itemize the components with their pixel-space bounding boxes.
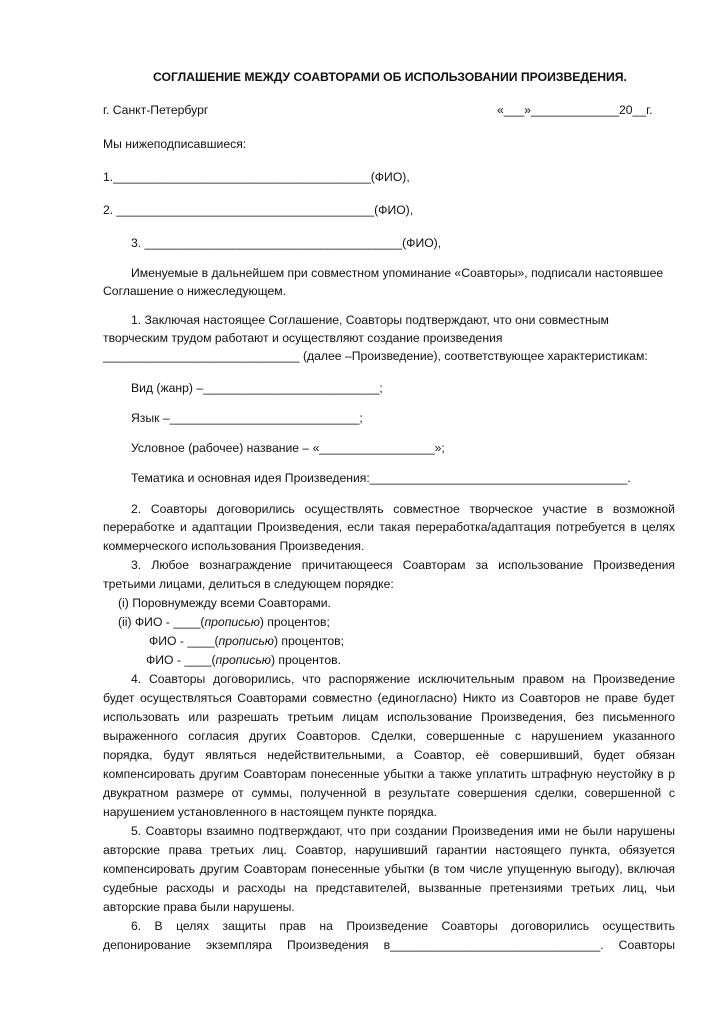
clause-1-line-2: творческим трудом работают и осуществляют создание произведения bbox=[103, 331, 503, 345]
clause-5-line-2: авторские права третьих лиц. Соавтор, нарушивший гарантии настоящего пункта, обязуется bbox=[103, 843, 675, 857]
clause-4-line-3: использовать или разрешать третьим лицам использование Произведения, без письменного bbox=[103, 710, 675, 724]
share-option-4: ФИО - ____(прописью) процентов. bbox=[146, 653, 341, 667]
clause-4-line-1: 4. Соавторы договорились, что распоряжение исключительным правом на Произведение bbox=[131, 672, 675, 686]
clause-5-line-4: судебные расходы и расходы на представителей, вызванные претензиями третьих лиц, чьи bbox=[103, 881, 675, 895]
clause-1-line-1: 1. Заключая настоящее Соглашение, Соавторы подтверждают, что они совместным bbox=[131, 313, 609, 327]
genre-line: Вид (жанр) –__________________________; bbox=[131, 381, 383, 395]
date-line: «___»_____________20__г. bbox=[497, 103, 653, 117]
clause-4-line-5: порядка, будут являться недействительными, а Соавтор, её совершивший, будет обязан bbox=[103, 748, 675, 762]
clause-4-line-8: нарушением установленного в настоящем пункте порядка. bbox=[103, 805, 438, 819]
theme-line: Тематика и основная идея Произведения:______________________________________. bbox=[131, 471, 631, 485]
intro-text: Мы нижеподписавшиеся: bbox=[103, 137, 247, 151]
signer-3: 3. ______________________________________(ФИО), bbox=[131, 236, 442, 250]
clause-4-line-4: выраженного согласия других Соавторов. Сделки, совершенные с нарушением указанного bbox=[103, 729, 675, 743]
clause-1-line-3: _____________________________ (далее –Произведение), соответствующее характеристикам: bbox=[103, 349, 648, 363]
language-line: Язык –____________________________; bbox=[131, 411, 363, 425]
clause-5-line-5: авторские права были нарушены. bbox=[103, 900, 295, 914]
signer-1: 1.______________________________________(ФИО), bbox=[103, 170, 410, 184]
clause-5-line-1: 5. Соавторы взаимно подтверждают, что при создании Произведения ими не были нарушены bbox=[131, 824, 675, 838]
working-title-line: Условное (рабочее) название – «_________________»; bbox=[131, 441, 445, 455]
preamble-line-1: Именуемые в дальнейшем при совместном упоминание «Соавторы», подписали настоявшее bbox=[131, 266, 664, 280]
clause-3-line-1: 3. Любое вознаграждение причитающееся Соавторам за использование Произведения bbox=[131, 558, 675, 572]
clause-4-line-2: будет осуществляться Соавторами совместно (единогласно) Никто из Соавторов не праве будет bbox=[103, 691, 675, 705]
share-option-2: (ii) ФИО - ____(прописью) процентов; bbox=[118, 615, 330, 629]
clause-5-line-3: компенсировать другим Соавторам понесенные убытки (в том числе упущенную выгоду), включая bbox=[103, 862, 675, 876]
preamble-line-2: Соглашение о нижеследующем. bbox=[103, 284, 287, 298]
clause-2-line-3: коммерческого использования Произведения. bbox=[103, 539, 365, 553]
clause-2-line-1: 2. Соавторы договорились осуществлять совместное творческое участие в возможной bbox=[131, 502, 675, 516]
share-option-1: (i) Поровнумежду всеми Соавторами. bbox=[118, 596, 331, 610]
document-title: СОГЛАШЕНИЕ МЕЖДУ СОАВТОРАМИ ОБ ИСПОЛЬЗОВАНИИ ПРОИЗВЕДЕНИЯ. bbox=[153, 70, 627, 84]
clause-3-line-2: третьими лицами, делиться в следующем порядке: bbox=[103, 577, 394, 591]
clause-2-line-2: переработке и адаптации Произведения, если такая переработка/адаптация потребуется в целях bbox=[103, 520, 675, 534]
clause-6-line-2: депонирование экземпляра Произведения в_______________________________. Соавторы bbox=[103, 938, 675, 952]
signer-2: 2. ______________________________________(ФИО), bbox=[103, 203, 414, 217]
share-option-3: ФИО - ____(прописью) процентов; bbox=[149, 634, 344, 648]
clause-6-line-1: 6. В целях защиты прав на Произведение Соавторы договорились осуществить bbox=[131, 919, 675, 933]
clause-4-line-7: двукратном размере от суммы, полученной в результате совершения сделки, совершенной с bbox=[103, 786, 675, 800]
city: г. Санкт-Петербург bbox=[103, 103, 209, 117]
clause-4-line-6: компенсировать другим Соавторам понесенные убытки а также уплатить штрафную неустойку в р bbox=[103, 767, 675, 781]
